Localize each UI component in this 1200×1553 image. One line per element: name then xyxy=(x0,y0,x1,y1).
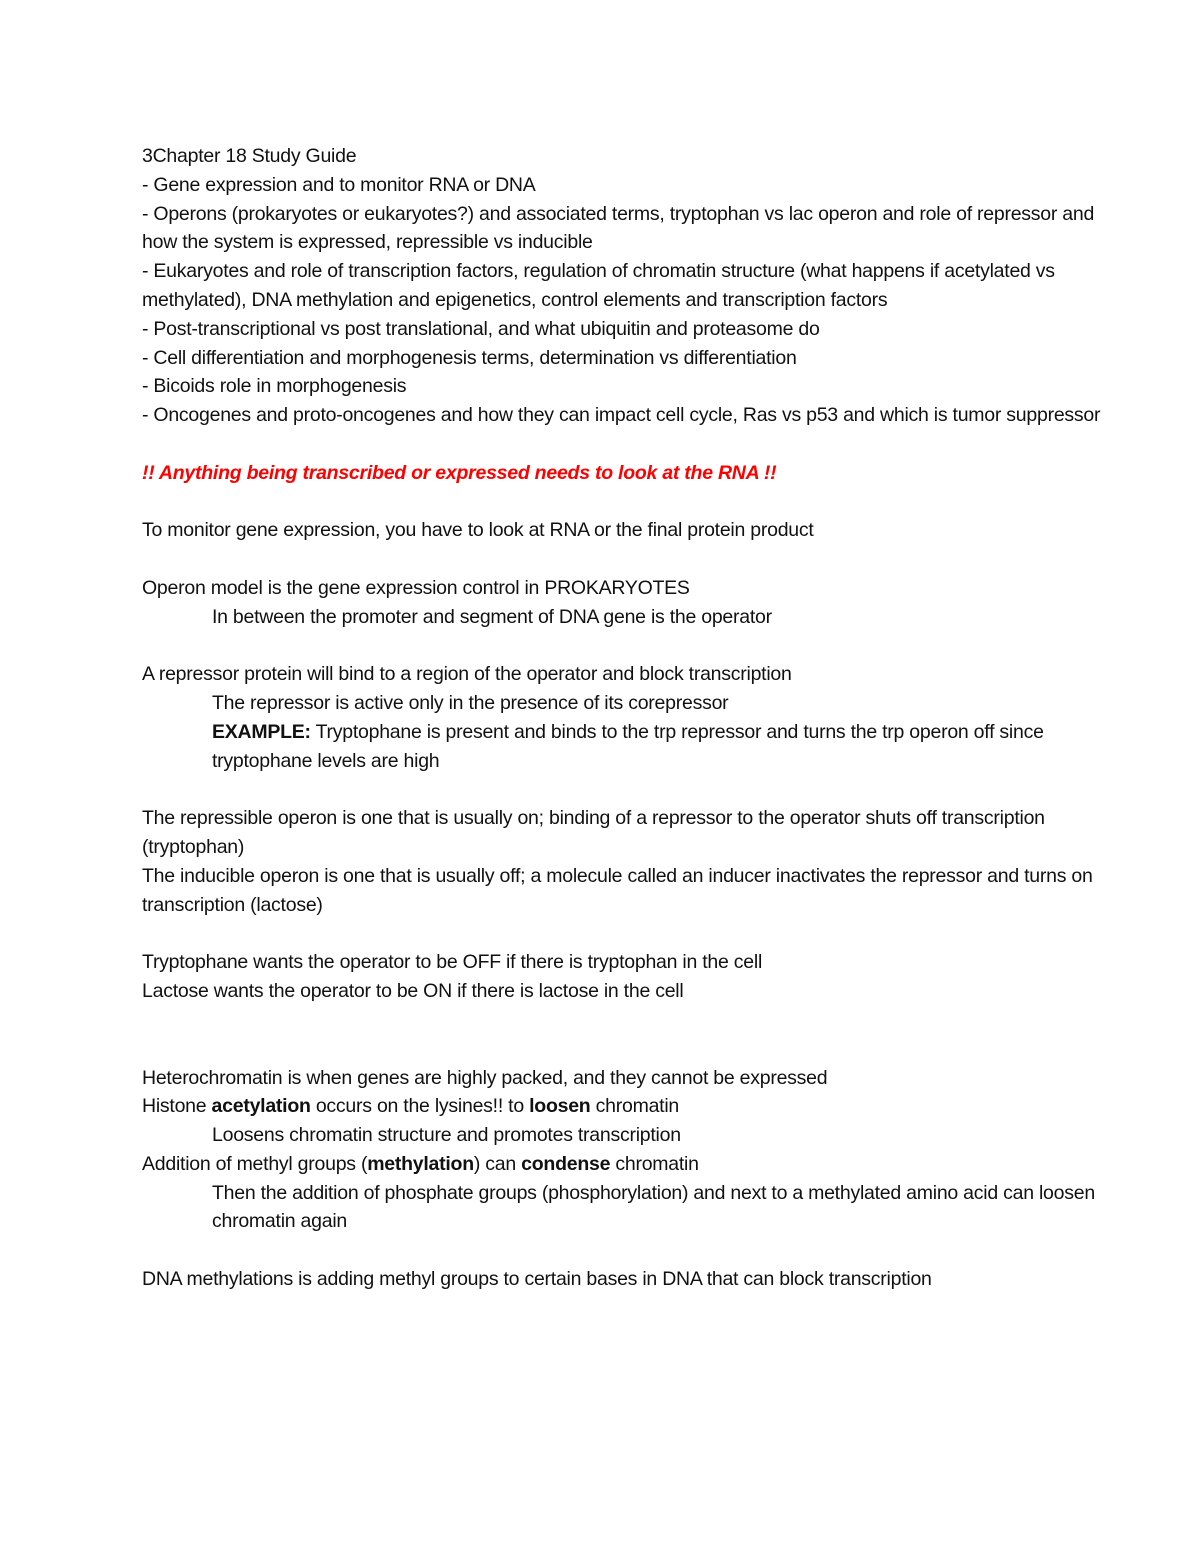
document-body xyxy=(142,142,1102,1294)
text-run: Histone xyxy=(142,1095,212,1118)
text-run: chromatin xyxy=(590,1095,680,1118)
spacer xyxy=(142,430,1102,459)
operon-operator: In between the promoter and segment of DNA gene is the operator xyxy=(212,605,772,628)
heterochromatin-note: Heterochromatin is when genes are highly packed, and they cannot be expressed xyxy=(142,1066,828,1089)
example-label: EXAMPLE: xyxy=(212,720,311,743)
repressor-line: A repressor protein will bind to a region of the operator and block transcription xyxy=(142,663,792,686)
spacer xyxy=(142,545,1102,574)
methylation-note xyxy=(142,1150,1102,1179)
bold-term: condense xyxy=(521,1152,611,1175)
example-text: Tryptophane is present and binds to the trp repressor and turns the trp operon off since tryptophane levels are high xyxy=(212,720,1044,772)
phosphorylation-note: Then the addition of phosphate groups (phosphorylation) and next to a methylated amino acid can loosen chromatin again xyxy=(212,1181,1095,1233)
text-run: chromatin xyxy=(610,1152,699,1175)
spacer xyxy=(142,920,1102,949)
spacer xyxy=(142,1236,1102,1265)
bold-term: methylation xyxy=(367,1152,474,1175)
bold-term: loosen xyxy=(529,1095,591,1118)
inducible-operon: The inducible operon is one that is usually off; a molecule called an inducer inactivates the repressor and turns on transcription (lactose) xyxy=(142,864,1093,916)
text-run: Addition of methyl groups ( xyxy=(142,1152,368,1175)
topic-item: - Cell differentiation and morphogenesis terms, determination vs differentiation xyxy=(142,346,797,369)
text-run: ) can xyxy=(473,1152,522,1175)
topic-item: - Operons (prokaryotes or eukaryotes?) and associated terms, tryptophan vs lac operon and role of repressor and how the system is expressed, repressible vs inducible xyxy=(142,202,1095,254)
topic-item: - Gene expression and to monitor RNA or DNA xyxy=(142,173,536,196)
topic-item: - Eukaryotes and role of transcription factors, regulation of chromatin structure (what happens if acetylated vs methylated), DNA methylation and epigenetics, control elements and transcription factors xyxy=(142,260,1055,311)
spacer xyxy=(142,776,1102,805)
text-run: occurs on the lysines!! to xyxy=(310,1095,530,1118)
topic-item: - Bicoids role in morphogenesis xyxy=(142,375,407,398)
example-note xyxy=(142,718,1102,776)
spacer xyxy=(142,632,1102,661)
repressible-operon: The repressible operon is one that is usually on; binding of a repressor to the operator shuts off transcription (tryptophan) xyxy=(142,807,1045,859)
dna-methylation-note: DNA methylations is adding methyl groups to certain bases in DNA that can block transcription xyxy=(142,1268,932,1291)
loosens-note: Loosens chromatin structure and promotes transcription xyxy=(212,1124,681,1147)
bold-term: acetylation xyxy=(211,1095,311,1118)
topic-item: - Oncogenes and proto-oncogenes and how they can impact cell cycle, Ras vs p53 and which is tumor suppressor xyxy=(142,404,1101,427)
spacer xyxy=(142,1006,1102,1064)
spacer xyxy=(142,488,1102,517)
corepressor-line: The repressor is active only in the presence of its corepressor xyxy=(212,692,729,715)
tryptophane-note: Tryptophane wants the operator to be OFF if there is tryptophan in the cell xyxy=(142,951,763,974)
lactose-note: Lactose wants the operator to be ON if there is lactose in the cell xyxy=(142,980,684,1003)
acetylation-note xyxy=(142,1092,1102,1121)
page-title: 3Chapter 18 Study Guide xyxy=(142,145,357,167)
topic-item: - Post-transcriptional vs post translational, and what ubiquitin and proteasome do xyxy=(142,317,820,340)
operon-model: Operon model is the gene expression control in PROKARYOTES xyxy=(142,576,690,599)
monitor-note: To monitor gene expression, you have to look at RNA or the final protein product xyxy=(142,519,814,542)
alert-note: !! Anything being transcribed or expressed needs to look at the RNA !! xyxy=(142,461,777,484)
